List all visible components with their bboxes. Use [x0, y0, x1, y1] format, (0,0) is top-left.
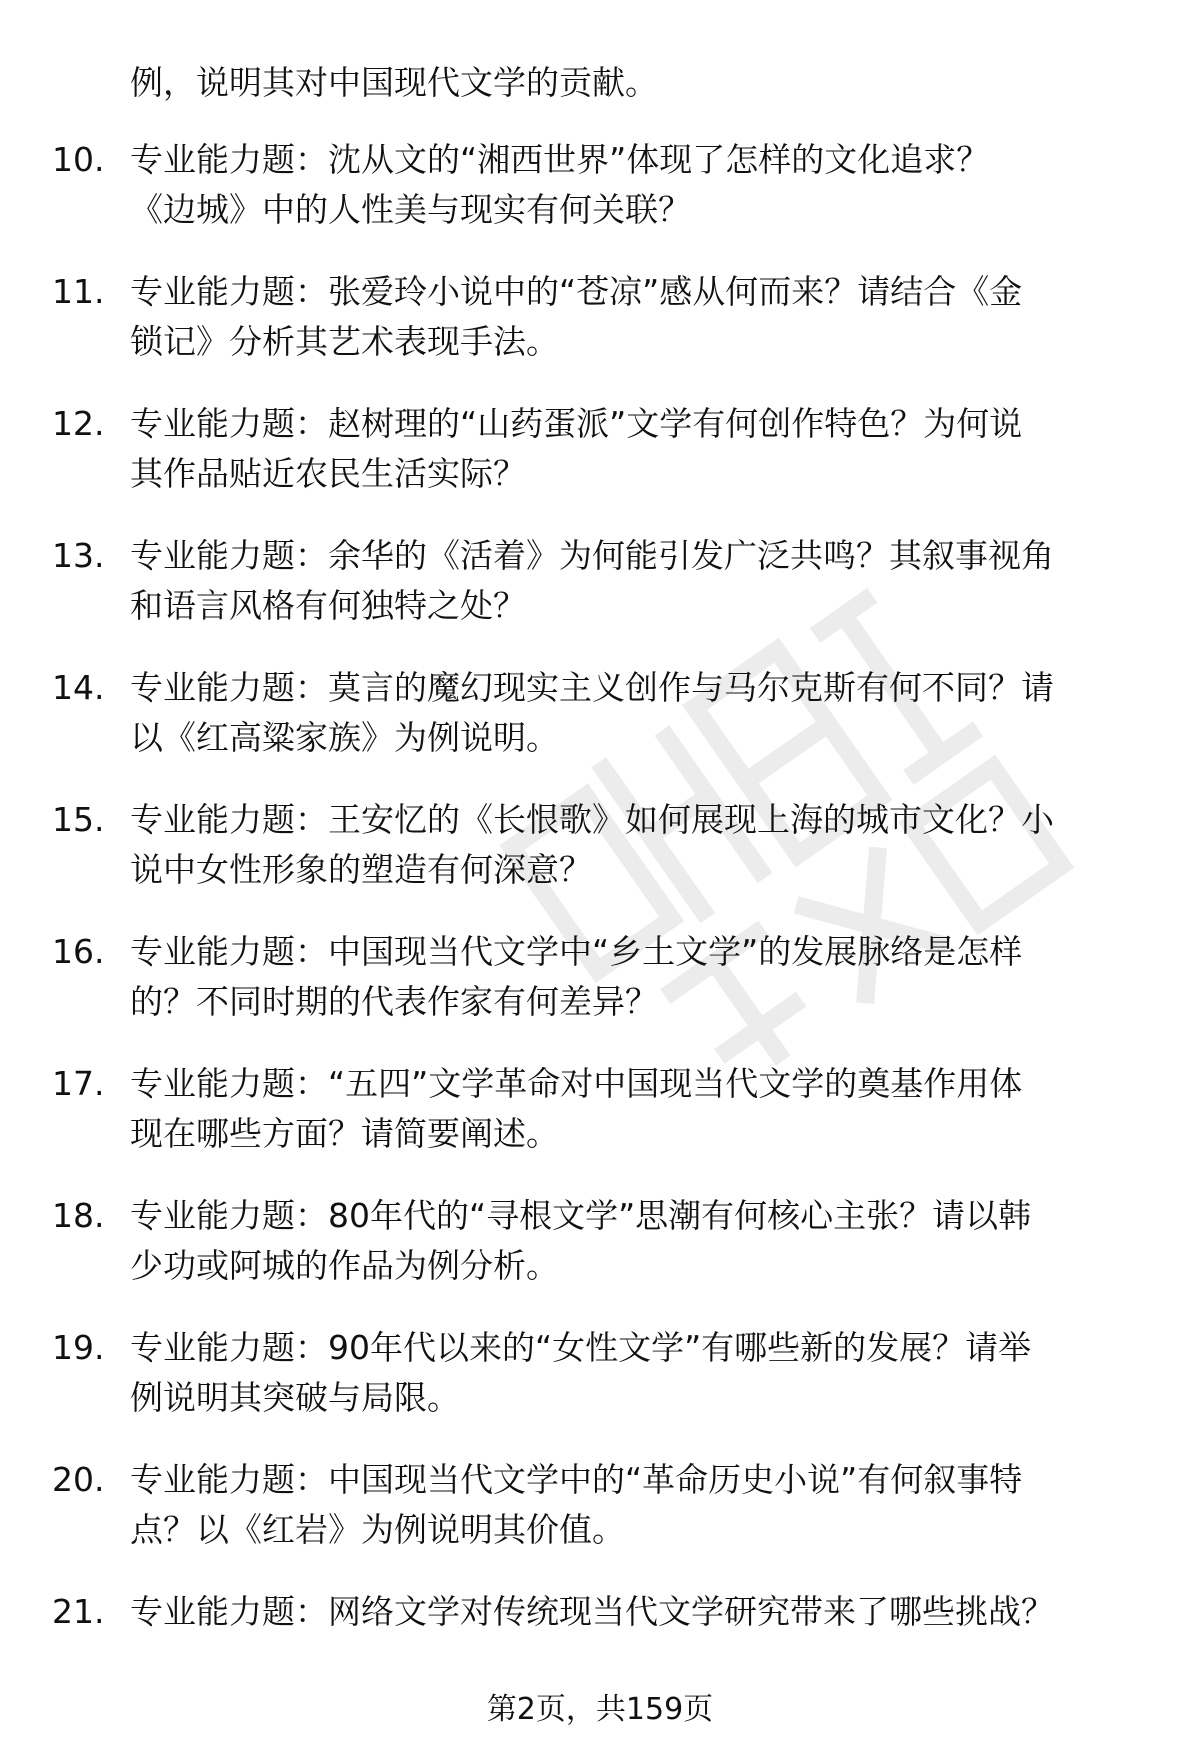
- question-text: 专业能力题：赵树理的“山药蛋派”文学有何创作特色？为何说: [130, 404, 1023, 443]
- question-text: 专业能力题：90年代以来的“女性文学”有哪些新的发展？请举: [130, 1328, 1032, 1367]
- question-text: 专业能力题：80年代的“寻根文学”思潮有何核心主张？请以韩: [130, 1196, 1032, 1235]
- question-text: 《边城》中的人性美与现实有何关联？: [130, 190, 691, 229]
- question-text: 锁记》分析其艺术表现手法。: [130, 322, 559, 361]
- question-item: [0, 531, 1200, 663]
- question-text: 少功或阿城的作品为例分析。: [130, 1246, 559, 1285]
- question-text: 专业能力题：中国现当代文学中“乡土文学”的发展脉络是怎样: [130, 932, 1023, 971]
- question-text: 专业能力题：中国现当代文学中的“革命历史小说”有何叙事特: [130, 1460, 1023, 1499]
- question-text: 说中女性形象的塑造有何深意？: [130, 850, 592, 889]
- question-item: [0, 135, 1200, 267]
- question-item: [0, 399, 1200, 531]
- question-text: 其作品贴近农民生活实际？: [130, 454, 526, 493]
- question-number: 14.: [52, 668, 105, 707]
- question-number: 18.: [52, 1196, 105, 1235]
- question-text: 专业能力题：莫言的魔幻现实主义创作与马尔克斯有何不同？请: [130, 668, 1054, 707]
- question-item: [0, 1455, 1200, 1587]
- question-number: 10.: [52, 140, 105, 179]
- question-text: 现在哪些方面？请简要阐述。: [130, 1114, 559, 1153]
- question-text: 专业能力题：“五四”文学革命对中国现当代文学的奠基作用体: [130, 1064, 1023, 1103]
- question-item: [0, 1191, 1200, 1323]
- question-number: 17.: [52, 1064, 105, 1103]
- question-text: 专业能力题：张爱玲小说中的“苍凉”感从何而来？请结合《金: [130, 272, 1023, 311]
- question-text: 专业能力题：网络文学对传统现当代文学研究带来了哪些挑战？: [130, 1592, 1054, 1631]
- question-text: 以《红高粱家族》为例说明。: [130, 718, 559, 757]
- question-number: 19.: [52, 1328, 105, 1367]
- question-text: 点？以《红岩》为例说明其价值。: [130, 1510, 625, 1549]
- question-item: [0, 663, 1200, 795]
- continuation-text: 例，说明其对中国现代文学的贡献。: [130, 63, 658, 102]
- question-text: 专业能力题：沈从文的“湘西世界”体现了怎样的文化追求？: [130, 140, 990, 179]
- question-number: 15.: [52, 800, 105, 839]
- question-item: [0, 1059, 1200, 1191]
- question-text: 例说明其突破与局限。: [130, 1378, 460, 1417]
- question-number: 12.: [52, 404, 105, 443]
- question-text: 和语言风格有何独特之处？: [130, 586, 526, 625]
- question-list: [0, 135, 1200, 1719]
- question-item: [0, 267, 1200, 399]
- question-text: 的？不同时期的代表作家有何差异？: [130, 982, 658, 1021]
- question-item: [0, 795, 1200, 927]
- question-number: 20.: [52, 1460, 105, 1499]
- question-text: 专业能力题：余华的《活着》为何能引发广泛共鸣？其叙事视角: [130, 536, 1054, 575]
- question-number: 13.: [52, 536, 105, 575]
- question-number: 11.: [52, 272, 105, 311]
- question-item: [0, 927, 1200, 1059]
- page-footer: 第2页，共159页: [486, 1692, 714, 1727]
- question-number: 16.: [52, 932, 105, 971]
- question-number: 21.: [52, 1592, 105, 1631]
- question-item: [0, 1323, 1200, 1455]
- question-text: 专业能力题：王安忆的《长恨歌》如何展现上海的城市文化？小: [130, 800, 1054, 839]
